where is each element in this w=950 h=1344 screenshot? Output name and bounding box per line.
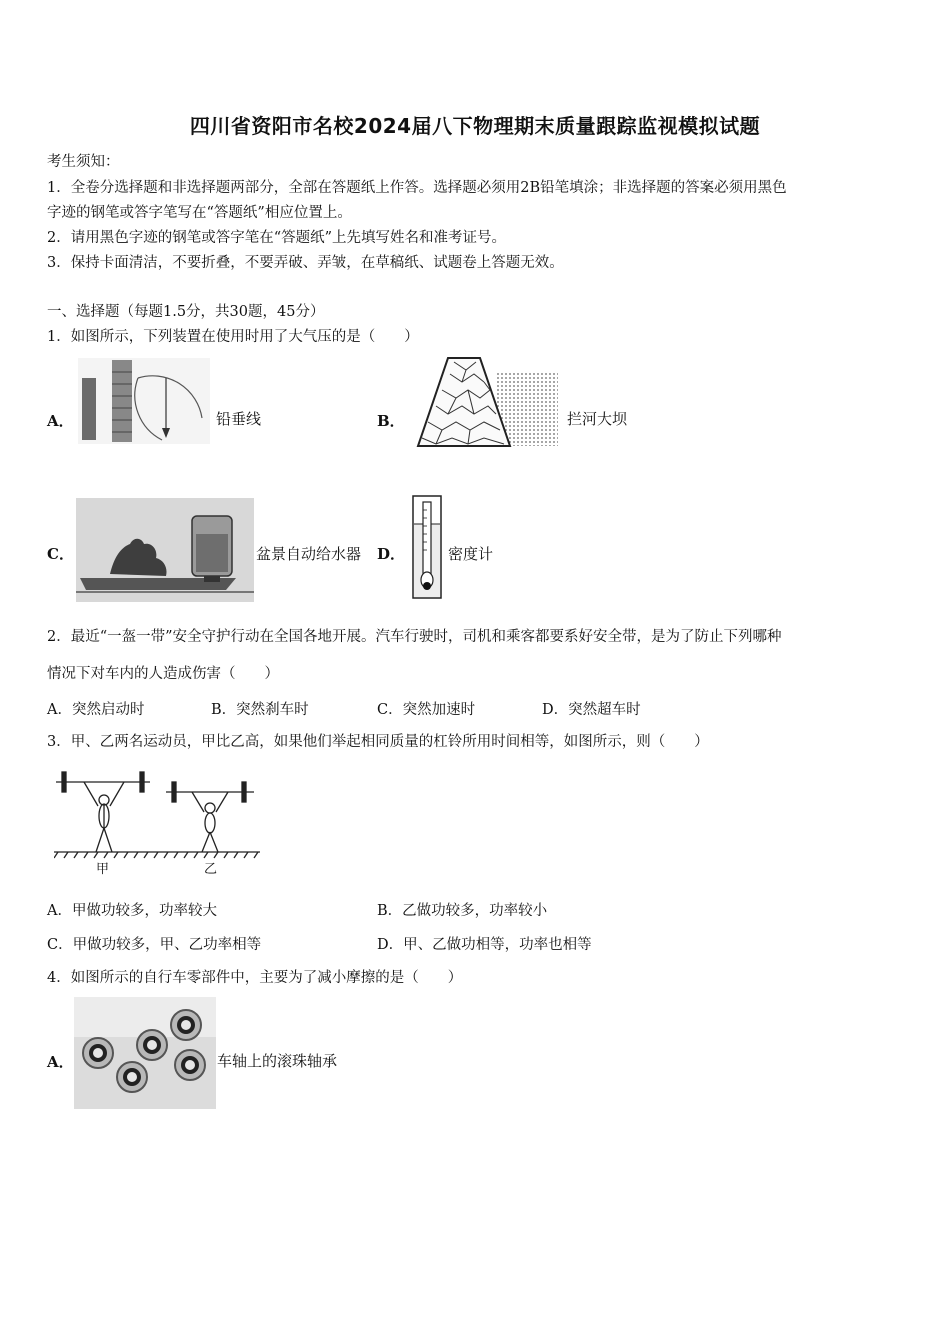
dam-figure [412, 356, 560, 448]
q1-option-a-letter[interactable]: A． [47, 412, 74, 430]
q3-stem: 3．甲、乙两名运动员，甲比乙高，如果他们举起相同质量的杠铃所用时间相等，如图所示，则（ ） [47, 734, 709, 750]
q2-option-d[interactable]: D．突然超车时 [542, 702, 641, 718]
page-title: 四川省资阳市名校2024届八下物理期末质量跟踪监视模拟试题 [189, 114, 761, 138]
q2-stem-line2: 情况下对车内的人造成伤害（ ） [47, 666, 279, 682]
q4-option-a-caption: 车轴上的滚珠轴承 [217, 1052, 338, 1070]
q2-option-a[interactable]: A．突然启动时 [47, 702, 145, 718]
q2-option-c[interactable]: C．突然加速时 [377, 702, 476, 718]
q3-option-b[interactable]: B．乙做功较多，功率较小 [377, 903, 548, 919]
q1-option-d-caption: 密度计 [448, 545, 494, 563]
plumb-line-figure [78, 358, 210, 444]
notice-item: 字迹的钢笔或答字笔写在“答题纸”相应位置上。 [47, 205, 352, 221]
q1-stem: 1．如图所示，下列装置在使用时用了大气压的是（ ） [47, 329, 419, 345]
hydrometer-figure [410, 494, 444, 600]
q1-option-b-caption: 拦河大坝 [567, 410, 628, 428]
q1-option-a-caption: 铅垂线 [216, 410, 262, 428]
q1-option-c-caption: 盆景自动给水器 [256, 545, 362, 563]
q4-stem: 4．如图所示的自行车零部件中，主要为了减小摩擦的是（ ） [47, 970, 463, 986]
ball-bearings-figure [74, 997, 216, 1109]
q2-stem-line1: 2．最近“一盔一带”安全守护行动在全国各地开展。汽车行驶时，司机和乘客都要系好安全带，是为了防止下列哪种 [47, 629, 782, 645]
q1-option-c-letter[interactable]: C． [47, 545, 74, 563]
weightlifters-figure [54, 766, 264, 862]
q3-option-d[interactable]: D．甲、乙做功相等，功率也相等 [377, 937, 592, 953]
q2-option-b[interactable]: B．突然刹车时 [211, 702, 309, 718]
q4-option-a-letter[interactable]: A． [47, 1053, 74, 1071]
figure-label-jia: 甲 [96, 862, 110, 877]
figure-label-yi: 乙 [204, 862, 218, 877]
notice-heading: 考生须知： [47, 154, 120, 170]
notice-item: 3．保持卡面清洁，不要折叠，不要弄破、弄皱，在草稿纸、试题卷上答题无效。 [47, 255, 564, 271]
notice-item: 2．请用黑色字迹的钢笔或答字笔在“答题纸”上先填写姓名和准考证号。 [47, 230, 507, 246]
q1-option-d-letter[interactable]: D． [377, 545, 406, 563]
section-heading: 一、选择题（每题1.5分，共30题，45分） [47, 304, 325, 320]
bonsai-waterer-figure [76, 498, 254, 602]
q1-option-b-letter[interactable]: B． [377, 412, 405, 430]
q3-option-a[interactable]: A．甲做功较多，功率较大 [47, 903, 217, 919]
notice-item: 1．全卷分选择题和非选择题两部分，全部在答题纸上作答。选择题必须用2B铅笔填涂；非选择题的答案必须用黑色 [47, 180, 787, 196]
q3-option-c[interactable]: C．甲做功较多，甲、乙功率相等 [47, 937, 262, 953]
